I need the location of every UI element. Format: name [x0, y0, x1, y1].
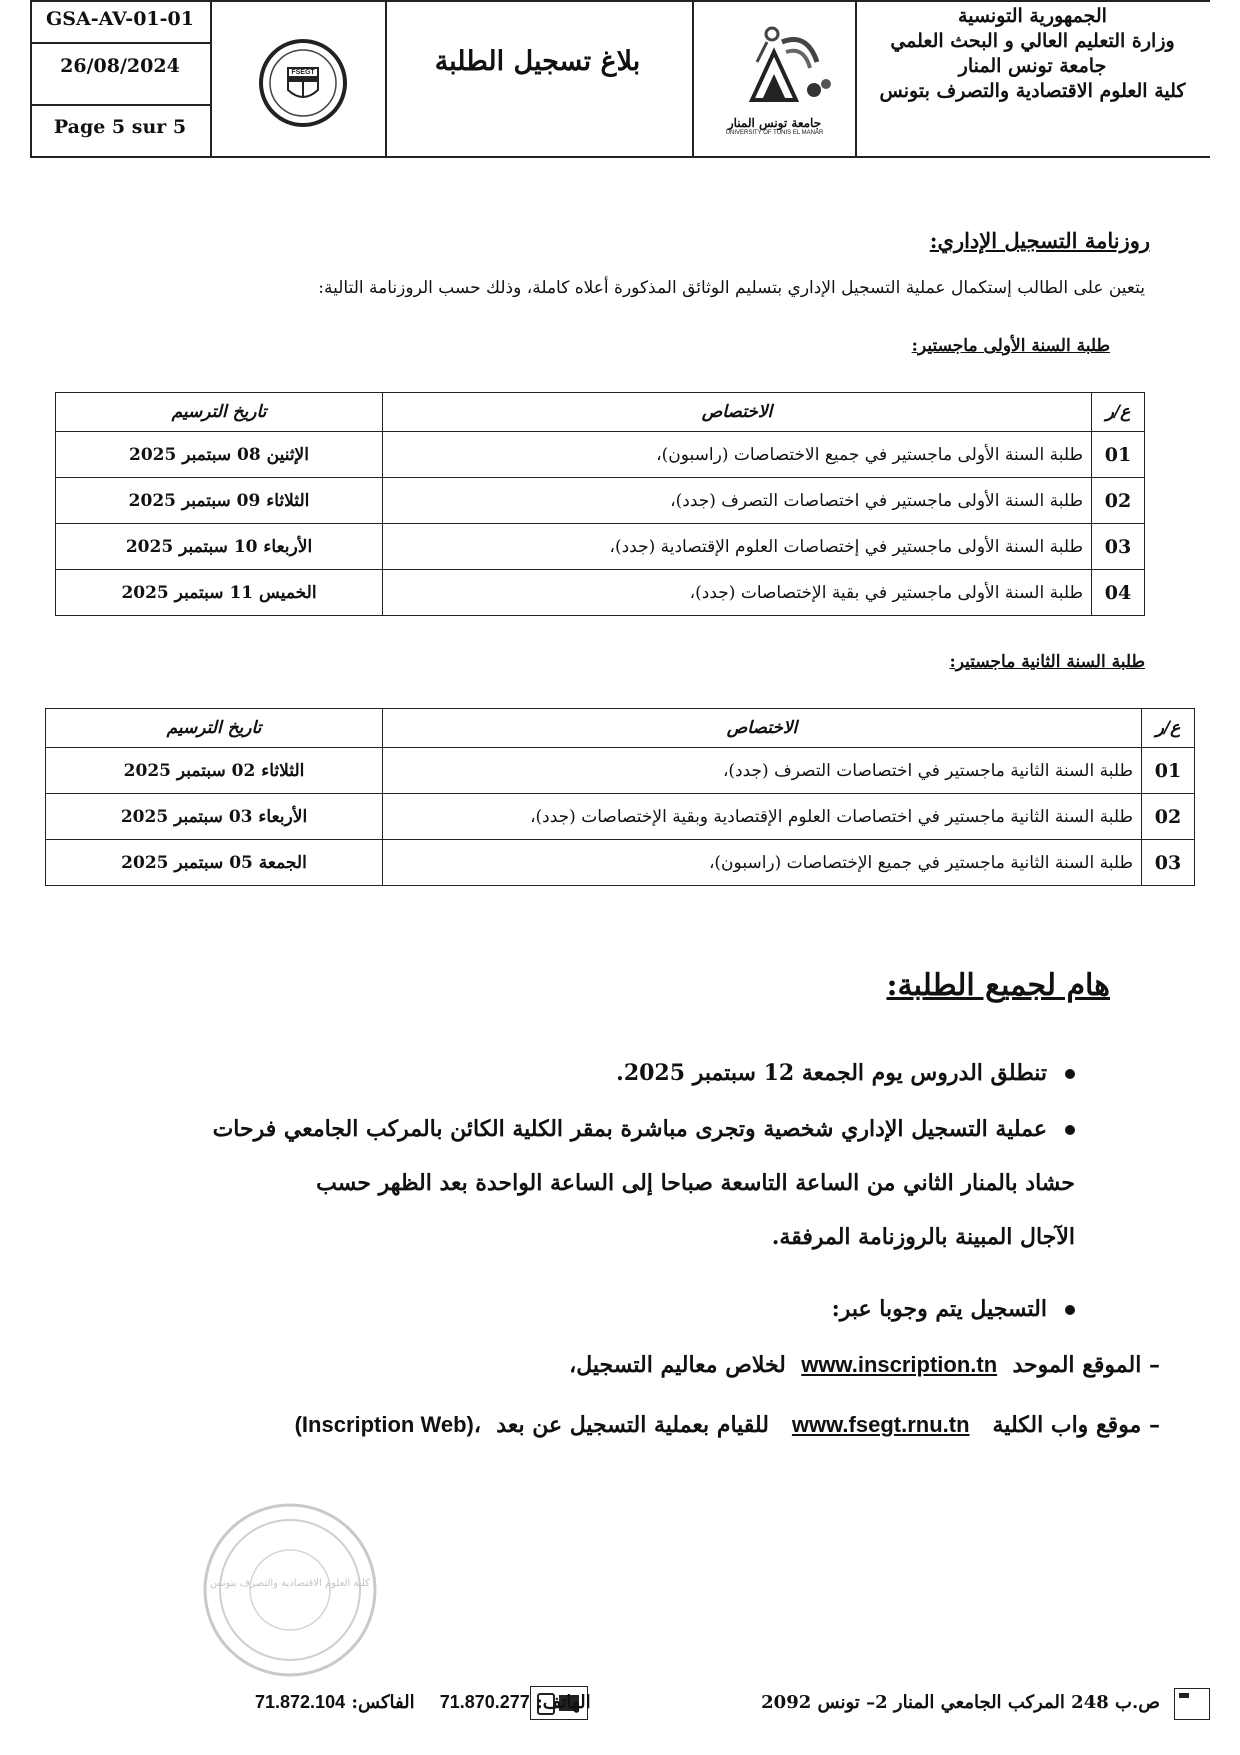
- table-row: [56, 524, 1145, 570]
- page-title: بلاغ تسجيل الطلبة: [434, 46, 641, 77]
- stamp-text: كلية العلوم الاقتصادية والتصرف بتونس: [210, 1578, 370, 1589]
- header-top-border: [30, 0, 1210, 2]
- ministry-line: جامعة تونس المنار: [958, 55, 1107, 77]
- list-item: [295, 1412, 1160, 1438]
- row-specialty: طلبة السنة الثانية ماجستير في اختصاصات العلوم الإقتصادية وبقية الإختصاصات (جدد)،: [383, 794, 1142, 840]
- table-header-row: [56, 393, 1145, 432]
- row-specialty: طلبة السنة الأولى ماجستير في بقية الإختصاصات (جدد)،: [383, 570, 1092, 616]
- page-number: Page 5 sur 5: [53, 116, 187, 138]
- row-num: 02: [1092, 478, 1145, 524]
- row-num: 03: [1142, 840, 1195, 886]
- link-prefix: – موقع واب الكلية: [992, 1412, 1160, 1438]
- faculty-website-link[interactable]: www.fsegt.rnu.tn: [791, 1412, 970, 1437]
- footer-address: ص.ب 248 المركب الجامعي المنار 2– تونس 2092: [761, 1692, 1160, 1713]
- row-specialty: طلبة السنة الثانية ماجستير في جميع الإختصاصات (راسبون)،: [383, 840, 1142, 886]
- bullet-text: التسجيل يتم وجوبا عبر:: [831, 1296, 1047, 1322]
- bullet-icon: [1065, 1069, 1075, 1079]
- calendar-title: روزنامة التسجيل الإداري:: [929, 228, 1150, 253]
- table-row: [46, 748, 1195, 794]
- table-row: [56, 432, 1145, 478]
- row-date: الخميس 11 سبتمبر 2025: [56, 570, 383, 616]
- bullet-text: تنطلق الدروس يوم الجمعة 12 سبتمبر 2025.: [616, 1060, 1047, 1086]
- university-logo-text: جامعة تونس المنار: [727, 116, 822, 130]
- faculty-logo: [258, 38, 348, 128]
- header-meta-divider: [30, 104, 210, 106]
- row-num: 01: [1142, 748, 1195, 794]
- phone-label: الهاتف:: [536, 1692, 591, 1713]
- second-year-table: [45, 708, 1195, 886]
- header-bottom-border: [30, 156, 1210, 158]
- list-item: [616, 1060, 1075, 1086]
- row-num: 01: [1092, 432, 1145, 478]
- table-header-row: [46, 709, 1195, 748]
- faculty-logo-text: FSEGT: [291, 69, 315, 76]
- faculty-stamp: [200, 1500, 380, 1680]
- ministry-line: كلية العلوم الاقتصادية والتصرف بتونس: [879, 80, 1186, 102]
- ministry-block: [855, 4, 1210, 104]
- page-footer: [30, 1690, 1210, 1730]
- university-logo: [712, 12, 837, 142]
- table-row: [56, 478, 1145, 524]
- bullet-icon: [1065, 1305, 1075, 1315]
- bullet-continuation: حشاد بالمنار الثاني من الساعة التاسعة صباحا إلى الساعة الواحدة بعد الظهر حسب: [316, 1170, 1075, 1196]
- list-item: [832, 1296, 1075, 1322]
- row-date: الأربعاء 10 سبتمبر 2025: [56, 524, 383, 570]
- phone-number: 71.870.277: [439, 1692, 530, 1712]
- column-header-num: ع/ر: [1142, 709, 1195, 748]
- header-divider: [210, 0, 212, 156]
- header-divider: [385, 0, 387, 156]
- first-year-table: [55, 392, 1145, 616]
- row-date: الثلاثاء 09 سبتمبر 2025: [56, 478, 383, 524]
- column-header-specialty: الاختصاص: [383, 393, 1092, 432]
- link-prefix: – الموقع الموحد: [1012, 1352, 1160, 1378]
- link-suffix: لخلاص معاليم التسجيل،: [569, 1352, 786, 1378]
- list-item: [213, 1116, 1075, 1142]
- calendar-intro: يتعين على الطالب إستكمال عملية التسجيل الإداري بتسليم الوثائق المذكورة أعلاه كاملة، وذلك حسب الروزنامة التالية:: [318, 278, 1145, 298]
- inscription-link[interactable]: www.inscription.tn: [801, 1352, 998, 1377]
- fax-label: الفاكس:: [351, 1692, 415, 1713]
- column-header-date: تاريخ الترسيم: [56, 393, 383, 432]
- fax-number: 71.872.104: [255, 1692, 346, 1712]
- important-title: هام لجميع الطلبة:: [886, 968, 1110, 1003]
- column-header-specialty: الاختصاص: [383, 709, 1142, 748]
- table-row: [56, 570, 1145, 616]
- link-tail: (Inscription Web)،: [294, 1412, 481, 1437]
- row-num: 02: [1142, 794, 1195, 840]
- document-date: 26/08/2024: [60, 55, 180, 77]
- document-code: GSA-AV-01-01: [46, 8, 194, 30]
- row-date: الجمعة 05 سبتمبر 2025: [46, 840, 383, 886]
- important-list: [80, 1060, 1160, 1480]
- header-meta-divider: [30, 42, 210, 44]
- bullet-icon: [1065, 1125, 1075, 1135]
- row-specialty: طلبة السنة الثانية ماجستير في اختصاصات التصرف (جدد)،: [383, 748, 1142, 794]
- bullet-text: عملية التسجيل الإداري شخصية وتجرى مباشرة بمقر الكلية الكائن بالمركب الجامعي فرحات: [212, 1116, 1047, 1142]
- link-suffix: للقيام بعملية التسجيل عن بعد: [496, 1412, 769, 1438]
- row-num: 04: [1092, 570, 1145, 616]
- table-row: [46, 794, 1195, 840]
- second-year-title: طلبة السنة الثانية ماجستير:: [949, 652, 1145, 672]
- table-row: [46, 840, 1195, 886]
- first-year-title: طلبة السنة الأولى ماجستير:: [911, 336, 1110, 356]
- row-specialty: طلبة السنة الأولى ماجستير في اختصاصات التصرف (جدد)،: [383, 478, 1092, 524]
- header-divider: [692, 0, 694, 156]
- mailbox-icon: [1174, 1688, 1210, 1720]
- ministry-line: الجمهورية التونسية: [958, 5, 1107, 27]
- row-num: 03: [1092, 524, 1145, 570]
- list-item: [569, 1352, 1160, 1378]
- row-date: الإثنين 08 سبتمبر 2025: [56, 432, 383, 478]
- column-header-date: تاريخ الترسيم: [46, 709, 383, 748]
- column-header-num: ع/ر: [1092, 393, 1145, 432]
- row-specialty: طلبة السنة الأولى ماجستير في إختصاصات العلوم الإقتصادية (جدد)،: [383, 524, 1092, 570]
- footer-contacts: [255, 1692, 591, 1713]
- ministry-line: وزارة التعليم العالي و البحث العلمي: [890, 30, 1175, 52]
- row-specialty: طلبة السنة الأولى ماجستير في جميع الاختصاصات (راسبون)،: [383, 432, 1092, 478]
- university-logo-subtext: UNIVERSITY OF TUNIS EL MANAR: [725, 130, 824, 136]
- row-date: الثلاثاء 02 سبتمبر 2025: [46, 748, 383, 794]
- bullet-continuation: الآجال المبينة بالروزنامة المرفقة.: [771, 1224, 1075, 1250]
- row-date: الأربعاء 03 سبتمبر 2025: [46, 794, 383, 840]
